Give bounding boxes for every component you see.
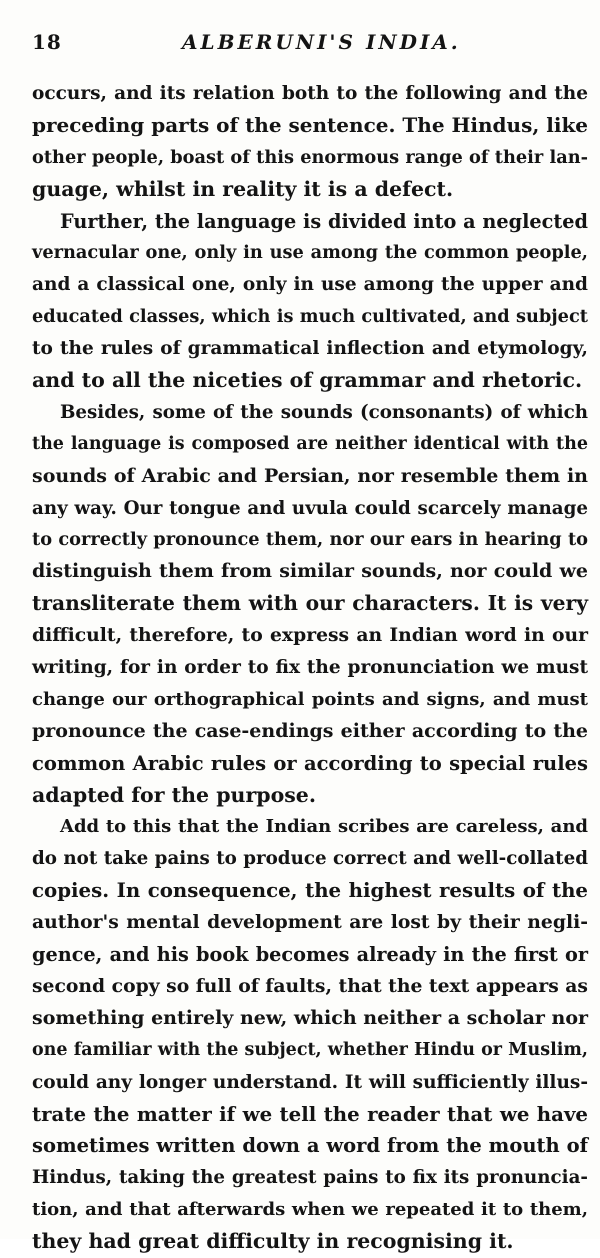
text-line: something entirely new, which neither a scholar nor [32,1006,589,1029]
text-line: do not take pains to produce correct and well-collated [32,848,588,870]
text-line: sometimes written down a word from the mouth of [32,1134,588,1158]
running-head [32,30,568,62]
text-line: the language is composed are neither identical with the [32,433,588,454]
text-line: they had great difficulty in recognising it. [32,1229,514,1254]
text-line: one familiar with the subject, whether Hindu or Muslim, [32,1039,588,1060]
text-line: sounds of Arabic and Persian, nor resemble them in [32,464,588,487]
text-line: pronounce the case-endings either according to the [32,719,588,742]
text-line: educated classes, which is much cultivated, and subject [32,306,588,328]
text-line: preceding parts of the sentence. The Hindus, like [32,112,589,137]
text-line: common Arabic rules or according to special rules [32,751,588,775]
text-line: author's mental development are lost by their negli- [32,911,588,934]
text-line: Besides, some of the sounds (consonants) of which [60,401,588,423]
text-line: other people, boast of this enormous range of their lan- [32,146,588,168]
body-text [32,78,588,1258]
text-line: difficult, therefore, to express an Indian word in our [32,624,588,647]
text-line: any way. Our tongue and uvula could scarcely manage [32,497,588,519]
text-line: vernacular one, only in use among the common people, [32,242,588,264]
text-line: Hindus, taking the greatest pains to fix its pronuncia- [32,1167,588,1189]
text-line: gence, and his book becomes already in the first or [32,943,588,967]
text-line: second copy so full of faults, that the text appears as [32,974,588,997]
text-line: writing, for in order to fix the pronunciation we must [32,657,588,679]
text-line: and a classical one, only in use among the upper and [32,274,588,296]
running-title: ALBERUNI'S INDIA. [182,30,461,54]
text-line: change our orthographical points and signs, and must [32,688,588,710]
text-line: could any longer understand. It will sufficiently illus- [32,1071,588,1093]
text-line: distinguish them from similar sounds, nor could we [32,560,588,583]
text-line: and to all the niceties of grammar and rhetoric. [32,368,583,393]
text-line: occurs, and its relation both to the following and the [32,83,588,104]
text-line: trate the matter if we tell the reader that we have [32,1101,588,1126]
page-number: 18 [32,30,62,54]
text-line: to correctly pronounce them, nor our ears in hearing to [32,529,588,551]
text-line: tion, and that afterwards when we repeated it to them, [32,1199,588,1221]
text-line: adapted for the purpose. [32,782,316,807]
text-line: copies. In consequence, the highest results of the [32,878,588,903]
text-line: to the rules of grammatical inflection and etymology, [32,338,588,360]
text-line: transliterate them with our characters. It is very [32,591,588,616]
text-line: Further, the language is divided into a neglected [60,209,588,233]
text-line: Add to this that the Indian scribes are careless, and [60,816,588,838]
text-line: guage, whilst in reality it is a defect. [32,176,454,201]
